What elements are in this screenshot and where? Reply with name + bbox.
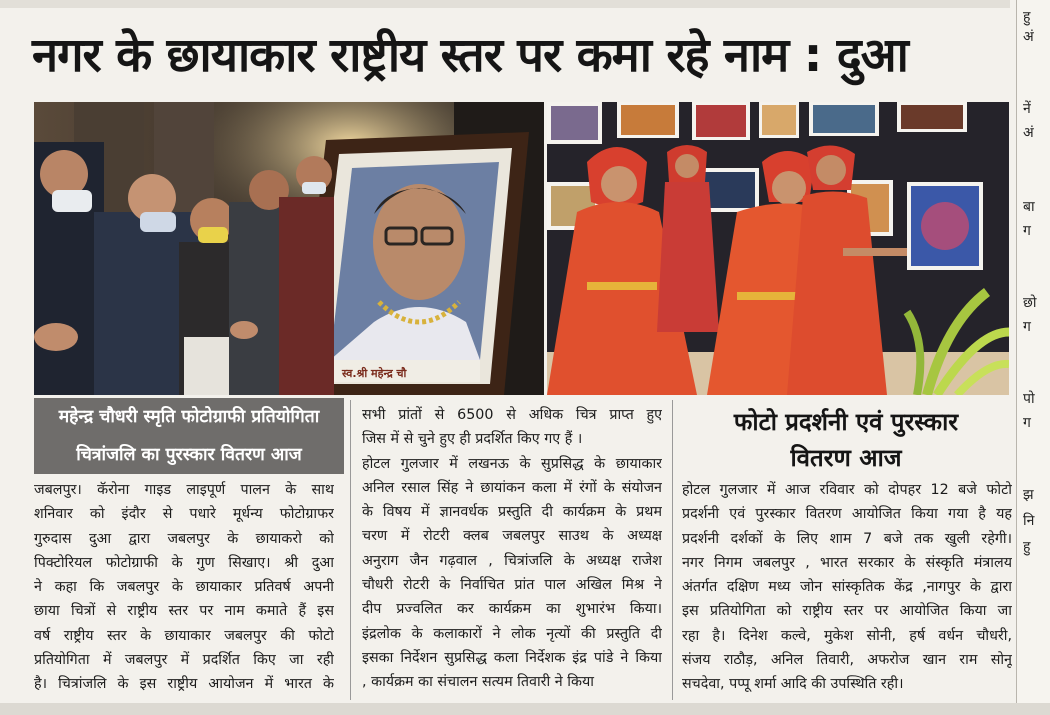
- text-line: अनिल रसाल सिंह ने छायांकन कला में रंगों के संयोजन: [362, 479, 662, 496]
- text-line: होटल गुलजार में लखनऊ के सुप्रसिद्ध के छायाकार: [362, 455, 662, 472]
- fragment: ग: [1023, 319, 1031, 335]
- photo-lamp-lighting: [34, 102, 544, 395]
- text-line: इसका निर्देशन सुप्रसिद्ध कला निर्देशक इंद्र पांडे ने किया: [362, 649, 662, 666]
- article-column-3: [682, 478, 1012, 697]
- text-line: जबलपुर। कॅरोना गाइड लाइपूर्ण पालन के साथ: [34, 482, 334, 498]
- subheading: [686, 404, 1006, 476]
- fragment: ग: [1023, 223, 1031, 239]
- text-line: प्रतियोगिता में जबलपुर में प्रदर्शित किए जा रही: [34, 652, 334, 669]
- text-line: अनुराग जैन गढ़वाल , चित्रांजलि के अध्यक्ष राजेश: [362, 552, 662, 569]
- text-line: , कार्यक्रम का संचालन सत्यम तिवारी ने किया: [362, 674, 594, 691]
- text-line: इस प्रतियोगिता को राष्ट्रीय स्तर पर आयोजित किया जा: [682, 603, 1012, 620]
- subheading-line-2: वितरण आज: [790, 444, 902, 472]
- top-strip: [0, 0, 1010, 8]
- column-divider: [350, 400, 351, 700]
- text-line: सभी प्रांतों से 6500 से अधिक चित्र प्राप्त हुए: [362, 407, 662, 423]
- photo-dancers-exhibition: [547, 102, 1009, 395]
- fragment: हु: [1023, 9, 1031, 25]
- fragment: अं: [1023, 29, 1034, 45]
- column-divider: [672, 400, 673, 700]
- text-line: दीप प्रज्वलित कर कार्यक्रम का शुभारंभ किया।: [362, 601, 662, 618]
- text-line: के विषय में ज्ञानवर्धक प्रस्तुति दी कार्यक्रम के प्रथम: [362, 504, 662, 521]
- text-line: जिस में से चुने हुए ही प्रदर्शित किए गए हैं ।: [362, 431, 583, 448]
- caption-box: [34, 398, 344, 474]
- text-line: प्रदर्शनी दर्शकों के लिए शाम 7 बजे तक खुली रहेगी।: [682, 530, 1012, 547]
- text-line: नगर निगम जबलपुर , भारत सरकार के संस्कृति मंत्रालय: [682, 554, 1012, 571]
- text-line: होटल गुलजार में आज रविवार को दोपहर 12 बजे फोटो: [682, 482, 1012, 498]
- portrait-caption: स्व.श्री महेन्द्र चौ: [342, 367, 407, 380]
- caption-line-2: चित्रांजलि का पुरस्कार वितरण आज: [76, 445, 302, 465]
- bottom-strip: [0, 703, 1050, 715]
- fragment: नें: [1023, 101, 1031, 117]
- adjacent-column-fragments: [1016, 0, 1050, 715]
- text-line: संजय राठौड़, अनिल तिवारी, अफरोज खान राम सोनू: [682, 652, 1012, 669]
- text-line: छाया चित्रों से राष्ट्रीय स्तर पर नाम कमाते हैं इस: [34, 603, 334, 620]
- fragment: हु: [1023, 539, 1031, 555]
- subheading-line-1: फोटो प्रदर्शनी एवं पुरस्कार: [733, 408, 959, 436]
- headline: नगर के छायाकार राष्ट्रीय स्तर पर कमा रहे नाम : दुआ: [32, 28, 908, 83]
- text-line: चौधरी रोटरी के निर्वाचित प्रांत पाल अखिल मिश्र ने: [362, 577, 662, 594]
- text-line: रहा है। दिनेश कल्वे, मुकेश सोनी, हर्ष वर्धन चौधरी,: [682, 627, 1012, 644]
- text-line: ने कहा कि जबलपुर के छायाकार प्रतिवर्ष अपनी: [34, 579, 334, 596]
- fragment: नि: [1023, 513, 1035, 529]
- text-line: इंद्रलोक के कलाकारों ने लोक नृत्यों की प्रस्तुति दी: [362, 625, 662, 642]
- text-line: सचदेवा, पप्पू शर्मा आदि की उपस्थिति रही।: [682, 676, 904, 693]
- fragment: छो: [1023, 295, 1037, 311]
- article-column-2: [362, 403, 662, 695]
- fragment: पो: [1023, 391, 1035, 407]
- fragment: अं: [1023, 125, 1034, 141]
- text-line: गुरुदास दुआ द्वारा जबलपुर के छायाकरो को: [34, 530, 334, 547]
- text-line: प्रदर्शनी एवं पुरस्कार वितरण आयोजित किया गया है यह: [682, 506, 1012, 523]
- text-line: पिक्टोरियल फोटोग्राफी के गुण सिखाए। श्री दुआ: [34, 554, 334, 571]
- text-line: शनिवार को इंदौर से पधारे मूर्धन्य फोटोग्राफर: [34, 506, 334, 523]
- article-column-1: [34, 478, 334, 697]
- fragment: ग: [1023, 415, 1031, 431]
- text-line: वर्ष राष्ट्रीय स्तर के छायाकार जबलपुर की फोटो: [34, 627, 334, 644]
- fragment: बा: [1023, 199, 1035, 215]
- fragment: झ: [1023, 487, 1034, 503]
- text-line: अंतर्गत दक्षिण मध्य जोन सांस्कृतिक केंद्र ,नागपुर के द्वारा: [682, 579, 1012, 596]
- caption-line-1: महेन्द्र चौधरी स्मृति फोटोग्राफी प्रतियोगिता: [58, 407, 320, 427]
- text-line: चरण में रोटरी क्लब जबलपुर साउथ के अध्यक्ष: [362, 528, 662, 545]
- text-line: है। चित्रांजलि के इस राष्ट्रीय आयोजन में भारत के: [34, 676, 334, 693]
